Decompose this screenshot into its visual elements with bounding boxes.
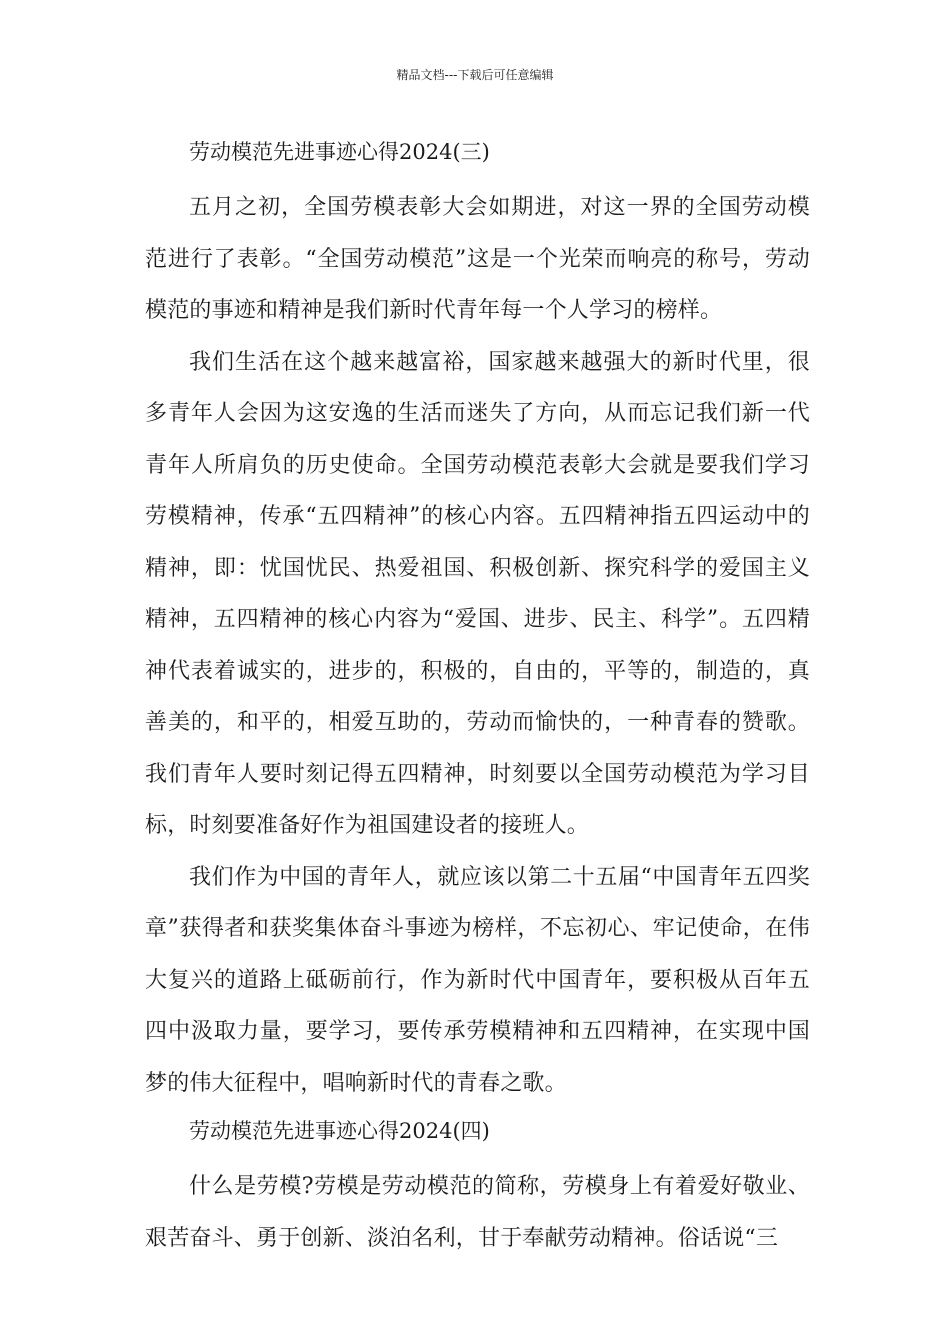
section-heading-4: 劳动模范先进事迹心得2024(四) [189, 1119, 490, 1143]
paragraph: 五月之初，全国劳模表彰大会如期进，对这一界的全国劳动模范进行了表彰。“全国劳动模范”这是一个光荣而响亮的称号，劳动模范的事迹和精神是我们新时代青年每一个人学习的榜样。 [145, 195, 810, 323]
page-header: 精品文档---下载后可任意编辑 [396, 68, 554, 82]
paragraph: 我们生活在这个越来越富裕，国家越来越强大的新时代里，很多青年人会因为这安逸的生活而迷失了方向，从而忘记我们新一代青年人所肩负的历史使命。全国劳动模范表彰大会就是要我们学习劳模精神，传承“五四精神”的核心内容。五四精神指五四运动中的精神，即：忧国忧民、热爱祖国、积极创新、探究科学的爱国主义精神，五四精神的核心内容为“爱国、进步、民主、科学”。五四精神代表着诚实的，进步的，积极的，自由的，平等的，制造的，真善美的，和平的，相爱互助的，劳动而愉快的，一种青春的赞歌。我们青年人要时刻记得五四精神，时刻要以全国劳动模范为学习目标，时刻要准备好作为祖国建设者的接班人。 [145, 349, 810, 838]
section-heading-3: 劳动模范先进事迹心得2024(三) [189, 140, 490, 164]
document-body [145, 132, 810, 1264]
paragraph: 什么是劳模?劳模是劳动模范的简称，劳模身上有着爱好敬业、艰苦奋斗、勇于创新、淡泊名利，甘于奉献劳动精神。俗话说“三 [145, 1174, 810, 1251]
paragraph: 我们作为中国的青年人，就应该以第二十五届“中国青年五四奖章”获得者和获奖集体奋斗事迹为榜样，不忘初心、牢记使命，在伟大复兴的道路上砥砺前行，作为新时代中国青年，要积极从百年五四中汲取力量，要学习，要传承劳模精神和五四精神，在实现中国梦的伟大征程中，唱响新时代的青春之歌。 [145, 864, 810, 1096]
